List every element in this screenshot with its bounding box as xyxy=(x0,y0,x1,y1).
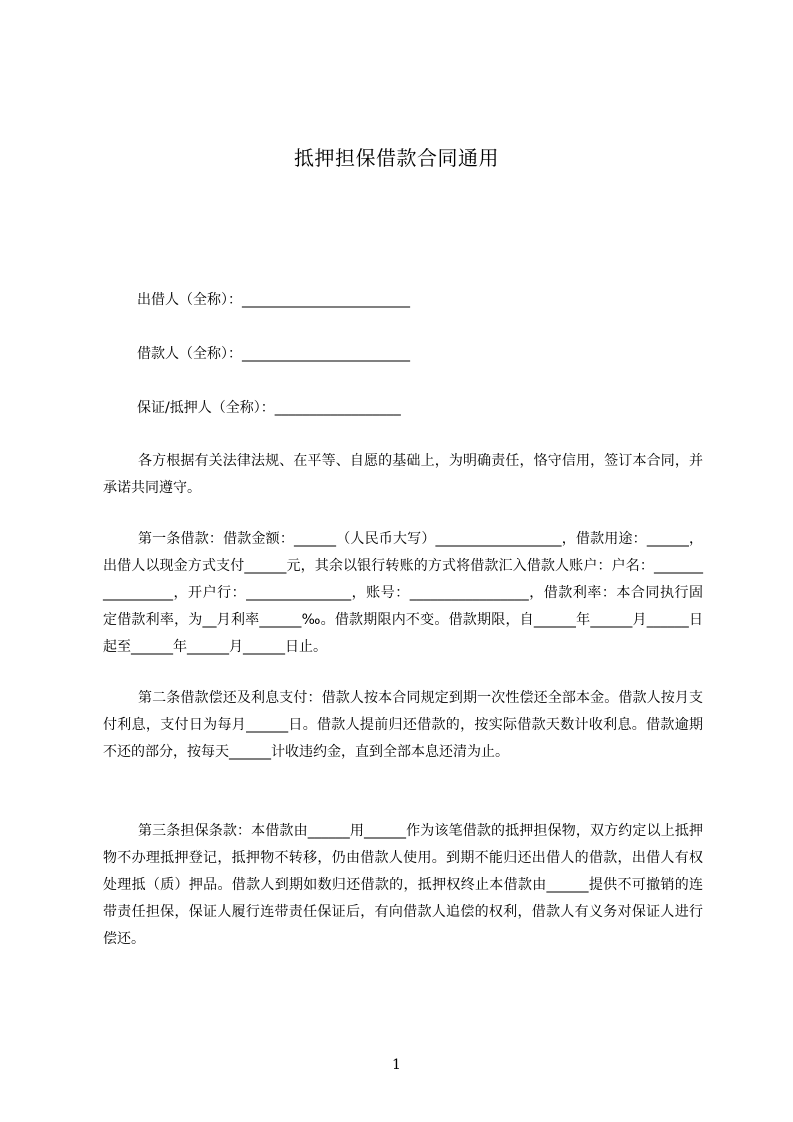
borrower-field: 借款人（全称）：________________________ xyxy=(137,346,410,362)
document-title: 抵押担保借款合同通用 xyxy=(294,146,499,170)
article-1-loan: 第一条借款：借款金额：______（人民币大写）__________________，借款用途：______，出借人以现金方式支付______元，其余以银行转账的方式将借款汇入借款人账户：户名：_________________，开户行：_______________，账号：_________________，借款利率：本合同执行固定借款利率，为__月利率______‰。借款期限内不变。借款期限，自______年______月______日起至______年______月______日止。 xyxy=(103,531,703,655)
page-number: 1 xyxy=(392,1057,401,1073)
article-2-repayment: 第二条借款偿还及利息支付：借款人按本合同规定到期一次性偿还全部本金。借款人按月支付利息，支付日为每月______日。借款人提前归还借款的，按实际借款天数计收利息。借款逾期不还的部分，按每天______计收违约金，直到全部本息还清为止。 xyxy=(103,690,703,760)
article-3-guarantee: 第三条担保条款：本借款由______用______作为该笔借款的抵押担保物，双方约定以上抵押物不办理抵押登记，抵押物不转移，仍由借款人使用。到期不能归还出借人的借款，出借人有权处理抵（质）押品。借款人到期如数归还借款的，抵押权终止本借款由______提供不可撤销的连带责任担保，保证人履行连带责任保证后，有向借款人追偿的权利，借款人有义务对保证人进行偿还。 xyxy=(103,823,703,947)
intro-paragraph: 各方根据有关法律法规、在平等、自愿的基础上，为明确责任，恪守信用，签订本合同，并承诺共同遵守。 xyxy=(103,453,703,496)
guarantor-field: 保证/抵押人（全称）：__________________ xyxy=(137,400,401,416)
lender-field: 出借人（全称）：________________________ xyxy=(137,292,410,308)
